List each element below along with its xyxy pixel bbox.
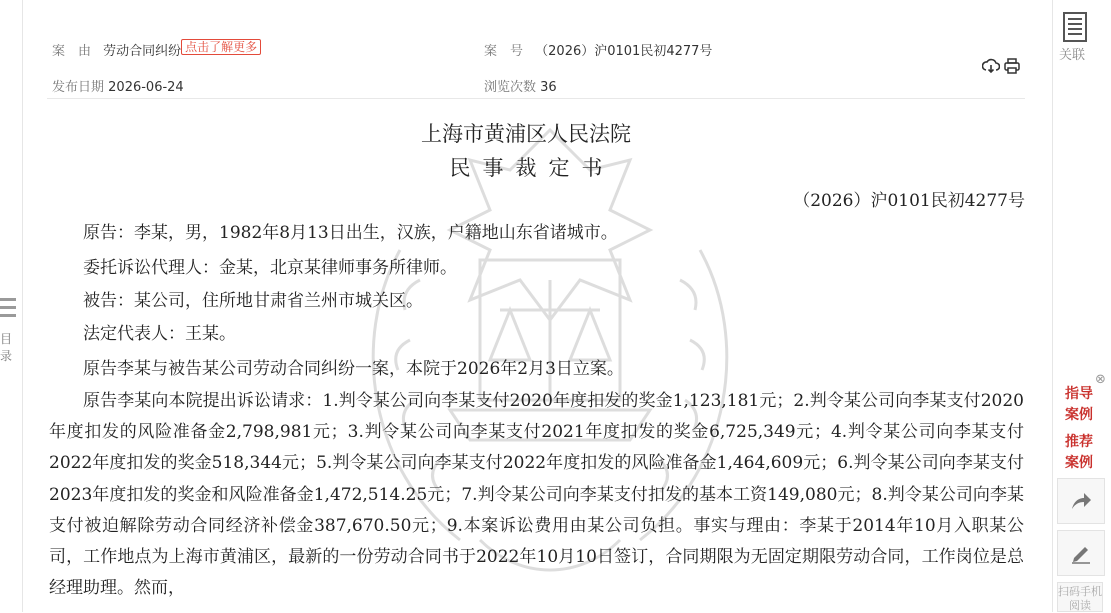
share-button[interactable] [1057,478,1105,524]
document-type: 民事裁定书 [449,156,615,180]
date-key: 发布日期 [52,80,105,95]
edit-icon [1070,542,1092,564]
plaintiff-paragraph: 原告：李某，男，1982年8月13日出生，汉族，户籍地山东省诸城市。 [83,223,618,243]
left-rail [0,0,23,612]
print-icon[interactable] [1003,57,1021,75]
guiding-case-tag[interactable]: 指导案例 [1065,386,1093,423]
case-key: 案 号 [484,44,524,59]
claims-paragraph: 原告李某向本院提出诉讼请求：1.判令某公司向李某支付2020年度扣发的奖金1,123,181元；2.判令某公司向李某支付2020年度扣发的风险准备金2,798,981元；3.判令某公司向李某支付2021年度扣发的奖金6,725,349元；4.判令某公司向李某支付2022年度扣发的奖金518,344元；5.判令某公司向李某支付2022年度扣发的风险准备金1,464,609元；6.判令某公司向李某支付2023年度扣发的奖金和风险准备金1,472,514.25元；7.判令某公司向李某支付扣发的基本工资149,080元；8.判令某公司向李某支付被迫解除劳动合同经济补偿金387,670.50元；9.本案诉讼费用由某公司负担。事实与理由：李某于2014年10月入职某公司，工作地点为上海市黄浦区，最新的一份劳动合同书于2022年10月10日签订，合同期限为无固定期限劳动合同，工作岗位是总经理助理。然而， [49,391,1024,599]
header-divider [47,98,1025,99]
recommended-case-tag[interactable]: 推荐案例 [1065,434,1093,471]
filing-paragraph: 原告李某与被告某公司劳动合同纠纷一案，本院于2026年2月3日立案。 [83,359,624,379]
share-icon [1070,491,1092,511]
date-value: 2026-06-24 [108,80,184,95]
doc-tools [982,56,1022,76]
views-row [484,76,557,95]
toc-menu-icon[interactable] [0,298,16,326]
edit-button[interactable] [1057,530,1105,576]
scan-to-read-button[interactable]: 扫码手机阅读 [1057,582,1103,612]
defendant-paragraph: 被告：某公司，住所地甘肃省兰州市城关区。 [83,291,423,311]
agent-paragraph: 委托诉讼代理人：金某，北京某律师事务所律师。 [83,258,457,278]
document-case-number: （2026）沪0101民初4277号 [793,191,1025,211]
court-name: 上海市黄浦区人民法院 [421,122,631,146]
cause-row [52,40,261,59]
download-icon[interactable] [982,57,1000,75]
cause-value: 劳动合同纠纷 [103,44,182,59]
cause-key: 案 由 [52,44,92,59]
publish-date-row [52,76,184,95]
right-rail [1052,0,1111,612]
learn-more-link[interactable]: 点击了解更多 [181,39,261,55]
close-icon[interactable]: ⊗ [1095,372,1106,387]
case-value: （2026）沪0101民初4277号 [535,44,713,59]
document-icon[interactable] [1062,12,1088,42]
views-key: 浏览次数 [484,80,537,95]
case-number-row [484,40,712,59]
related-label[interactable]: 关联 [1059,48,1086,63]
views-value: 36 [540,80,557,95]
legal-rep-paragraph: 法定代表人：王某。 [83,324,236,344]
toc-label[interactable]: 目录 [0,332,13,363]
